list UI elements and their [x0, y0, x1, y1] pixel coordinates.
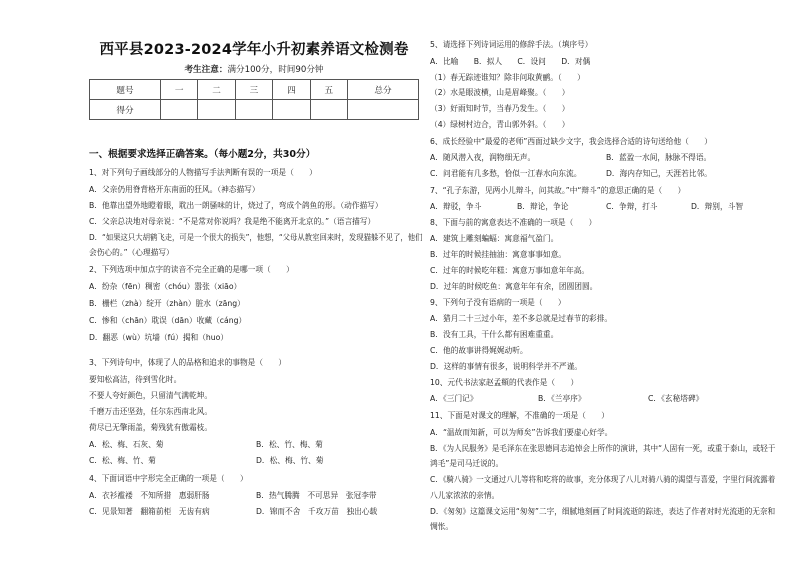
option-c-cont: 八儿家浓浓的亲情。 [430, 491, 500, 500]
poem-line: 不要人夸好颜色，只留清气满乾坤。 [89, 391, 213, 400]
poem-line: 荷尽已无擎雨盖，菊残犹有傲霜枝。 [89, 423, 213, 432]
option-c: C．松、梅、竹、菊 [89, 456, 156, 465]
score-cell [235, 100, 272, 120]
option-a: A．建筑上雕刻蝙蝠：寓意福气盈门。 [430, 234, 559, 243]
option-a: A．随风潜入夜，润物细无声。 [430, 153, 536, 162]
question-line: D．翻恶（wù）坑墙（fú）揭和（huo） [89, 333, 229, 342]
option-b: B．没有工具，干什么都有困难重重。 [430, 330, 559, 339]
question-line: 1、对下列句子画线部分的人物描写手法判断有误的一项是（ ） [89, 168, 317, 177]
question-line: B．他靠出望外地瞪着眼，耽出一朗骚味的计，烧过了，弯成个鸽鱼的形。（动作描写） [89, 201, 383, 210]
score-table-score-row [90, 100, 419, 120]
option-b: B．辩论，争论 [517, 202, 569, 211]
option-d: D．辩别，斗智 [691, 202, 744, 211]
option-d: D．《匆匆》这篇课文运用“匆匆”二字，细腻地刻画了时间流逝的踪迹，表达了作者对时光流逝的无奈和 [430, 507, 776, 516]
score-cell: 一 [160, 80, 197, 100]
option-c: C．过年的时候吃年糕：寓意万事如意年年高。 [430, 266, 590, 275]
score-cell [198, 100, 235, 120]
notice-text: 满分100分，时间90分钟 [227, 65, 324, 75]
score-cell: 总分 [348, 80, 419, 100]
question-line: 2、下列选项中加点字的读音不完全正确的是哪一项（ ） [89, 265, 294, 274]
option-d: D．海内存知己，天涯若比邻。 [606, 169, 712, 178]
score-cell: 题号 [90, 80, 161, 100]
score-cell: 三 [235, 80, 272, 100]
option-b: B．热气腾腾 不可思异 张冠李带 [256, 491, 377, 500]
option-c: C．他的故事讲得娓娓动听。 [430, 346, 528, 355]
question-line: 4、下面词语中字形完全正确的一项是（ ） [89, 474, 248, 483]
question-line: （3）好雨知时节，当春乃发生。（ ） [430, 104, 570, 113]
score-cell [160, 100, 197, 120]
exam-title: 西平县2023-2024学年小升初素养语文检测卷 [99, 42, 409, 58]
option-a: A．松、梅、石灰、菊 [89, 440, 164, 449]
question-line: C．父亲总决地对母亲说：“不是常对你说吗？我是绝不能离开北京的。”（语言描写） [89, 217, 376, 226]
score-cell [273, 100, 310, 120]
option-c: C．《騎八骑》一文通过八儿等将和吃将的故事，充分体现了八儿对骑八骑的渴望与喜爱，字里行间流露着 [430, 475, 776, 484]
question-line: C．惨和（chān）耽误（dān）收藏（cáng） [89, 316, 247, 325]
question-line: 3、下列诗句中，体现了人的品格和追求的事物是（ ） [89, 358, 287, 367]
score-cell [310, 100, 347, 120]
score-cell: 得分 [90, 100, 161, 120]
option-a: A．辩驳，争斗 [430, 202, 482, 211]
poem-line: 要知松高洁，待到雪化时。 [89, 375, 182, 384]
question-line: （2）水是眼波横，山是眉峰聚。（ ） [430, 88, 570, 97]
question-line: 6、成长经验中“最爱的老师”西面过缺少文字，我会选择合适的诗句送给他（ ） [430, 137, 712, 146]
option-c: C．见景知著 翻箱前柜 无齿有病 [89, 507, 210, 516]
question-line: A．父亲仍用脊背格开东南面的狂风。（神态描写） [89, 185, 260, 194]
option-b-cont: 鸿毛”是司马迁说的。 [430, 459, 504, 468]
option-b: B．蓝盈一水间，脉脉不得语。 [606, 153, 712, 162]
score-cell: 四 [273, 80, 310, 100]
question-line: 5、请选择下列诗词运用的修辞手法。（填序号） [430, 40, 593, 49]
option-c: C．问君能有几多愁，恰似一江春水向东流。 [430, 169, 582, 178]
question-line: 7、“孔子东游，见两小儿辩斗，问其故。”中“辩斗”的意思正确的是（ ） [430, 186, 686, 195]
option-a: A．衣衫褴褛 不知所措 惠弱肝肠 [89, 491, 210, 500]
exam-notice [86, 63, 422, 75]
option-a: A．《三门记》 [430, 394, 478, 403]
score-cell [348, 100, 419, 120]
section-title: 一、根据要求选择正确答案。（每小题2分，共30分） [89, 149, 316, 160]
question-line: （1）春无踪迹谁知？除非问取黄鹂。（ ） [430, 73, 585, 82]
option-d: D．这样的事情有很多，说明科学并不严谨。 [430, 362, 582, 371]
option-d-cont: 惆怅。 [430, 522, 454, 531]
question-line: A．纷杂（fēn）稠密（chóu）嚣张（xiāo） [89, 282, 242, 291]
poem-line: 千磨万击还坚劲，任尔东西南北风。 [89, 407, 213, 416]
question-line: 会伤心的。”（心理描写） [89, 248, 174, 257]
score-table [89, 79, 419, 120]
score-cell: 二 [198, 80, 235, 100]
score-cell: 五 [310, 80, 347, 100]
option-b: B．《兰亭序》 [538, 394, 586, 403]
option-d: D．过年的时候吃鱼：寓意年年有余，团圆团圆。 [430, 282, 598, 291]
question-line: 11、下面是对课文的理解，不准确的一项是（ ） [430, 411, 609, 420]
option-d: D．松、梅、竹、菊 [256, 456, 324, 465]
option-c: C．《玄秘塔碑》 [648, 394, 704, 403]
option-b: B．《为人民服务》是毛泽东在张思德同志追悼会上所作的演讲，其中“人固有一死，或重于泰山，或轻于 [430, 444, 776, 453]
option-b: B．过年的时候挂抽油：寓意事事如意。 [430, 250, 566, 259]
option-a: A．“温故而知新，可以为师矣”告诉我们要虚心好学。 [430, 428, 613, 437]
question-line: A．比喻 B．拟人 C．设问 D．对偶 [430, 57, 591, 66]
question-line: 10、元代书法家赵孟頫的代表作是（ ） [430, 378, 579, 387]
question-line: 9、下列句子没有语病的一项是（ ） [430, 298, 566, 307]
notice-label: 考生注意： [184, 65, 228, 75]
option-b: B．松、竹、梅、菊 [256, 440, 323, 449]
question-line: 8、下面与前的寓意表达不准确的一项是（ ） [430, 218, 597, 227]
option-d: D．锦而不舍 千攻万苗 独出心载 [256, 507, 378, 516]
option-a: A．猎月二十三过小年，差不多总就是过春节的彩排。 [430, 314, 613, 323]
question-line: D．“如果这只大胡鹤飞走，可是一个很大的损失”，他想，“父母从教室回来时，发现猫躲不见了，他们 [89, 233, 423, 242]
right-column [430, 0, 775, 562]
question-line: （4）绿树村边合，青山郭外斜。（ ） [430, 120, 570, 129]
question-line: B．栅栏（zhà）绽开（zhàn）脏水（zāng） [89, 299, 245, 308]
left-column [86, 0, 422, 562]
score-table-header-row [90, 80, 419, 100]
option-c: C．争辩，打斗 [606, 202, 658, 211]
